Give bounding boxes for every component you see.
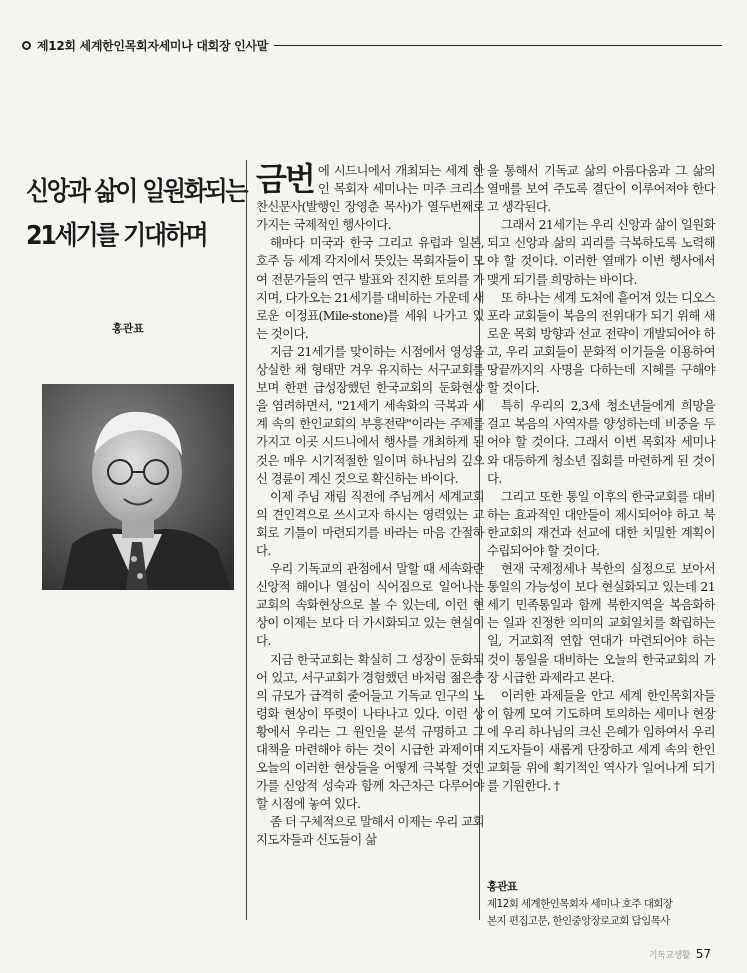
paragraph: 현재 국제정세나 북한의 실정으로 보아서 통일의 가능성이 보다 현실화되고 있는데 21세기 민족통일과 함께 북한지역을 복음화하는 일과 진정한 의미의 교회일치를 확립하는 일, 거교회적 연합 연대가 마련되어야 하는 것이 통일을 대비하는 오늘의 한국교회의 가장 시급한 과제라고 본다.	[487, 561, 715, 685]
signature-name: 홍관표	[487, 880, 518, 893]
section-header	[22, 36, 722, 54]
header-rule	[274, 45, 722, 46]
paragraph: 또 하나는 세계 도처에 흩어져 있는 디오스포라 교회들이 복음의 전위대가 되기 위해 새로운 목회 방향과 선교 전략이 개발되어야 하고, 우리 교회들이 문화적 이기들을 이용하여 땅끝까지의 사명을 다하는데 지혜를 구해야 할 것이다.	[487, 289, 715, 396]
paragraph: 우리 기독교의 관점에서 말할 때 세속화란 신앙적 해이나 열심이 식어짐으로 일어나는 교회의 속화현상으로 볼 수 있는데, 이런 현상이 이제는 보다 더 가시화되고 있는 현실이다.	[256, 561, 484, 649]
article-column-1	[256, 162, 484, 850]
paragraph: 지금 21세기를 맞이하는 시점에서 영성을 상실한 채 형태만 겨우 유지하는 서구교회를 보며 한편 급성장했던 한국교회의 둔화현상을 염려하면서, "21세기 세속화의 극복과 세계 속의 한인교회의 부흥전략"이라는 주제를 가지고 이곳 시드니에서 행사를 개최하게 된 것은 매우 시기적절한 일이며 하나님의 깊으신 경륜이 계신 것으로 확신하는 바이다.	[256, 343, 484, 486]
author-photo	[42, 384, 234, 590]
title-line-1: 신앙과 삶이 일원화되는	[26, 177, 247, 207]
article-title	[26, 170, 247, 258]
bullet-icon	[22, 41, 31, 50]
paragraph: 을 통해서 기독교 삶의 아름다움과 그 삶의 열매를 보여 주도록 결단이 이루어져야 한다고 생각된다.	[487, 163, 715, 215]
page-footer	[649, 947, 711, 961]
paragraph: 좀 더 구체적으로 말해서 이제는 우리 교회 지도자들과 신도들이 삶	[256, 814, 484, 848]
paragraph: 해마다 미국과 한국 그리고 유럽과 일본, 호주 등 세계 각지에서 뜻있는 목회자들이 모여 전문가들의 연구 발표와 진지한 토의를 가지며, 다가오는 21세기를 대비하는 가운데 새로운 이정표(Mile-stone)를 세워 나가고 있는 것이다.	[256, 235, 484, 341]
signature-title-1: 제12회 세계한인목회자 세미나 호주 대회장	[487, 898, 673, 910]
paragraph: 그리고 또한 통일 이후의 한국교회를 대비하는 효과적인 대안들이 제시되어야 하고 북한교회의 재건과 선교에 대한 치밀한 계획이 수립되어야 할 것이다.	[487, 488, 715, 558]
paragraph: 그래서 21세기는 우리 신앙과 삶이 일원화되고 신앙과 삶의 괴리를 극복하도록 노력해야 할 것이다. 이러한 열매가 이번 행사에서 맺게 되기를 희망하는 바이다.	[487, 217, 715, 287]
paragraph: 이제 주님 재림 직전에 주님께서 세계교회의 견인격으로 쓰시고자 하시는 영력있는 교회로 기틀이 마련되기를 바라는 마음 간절하다.	[256, 488, 484, 558]
paragraph: 특히 우리의 2,3세 청소년들에게 희망을 걸고 복음의 사역자를 양성하는데 비중을 두어야 할 것이다. 그래서 이번 목회자 세미나와 대등하게 청소년 집회를 마련하게 된 것이다.	[487, 398, 715, 486]
title-line-2: 21세기를 기대하며	[26, 221, 207, 251]
page-number: 57	[695, 947, 711, 961]
paragraph: 지금 한국교회는 확실히 그 성장이 둔화되어 있고, 서구교회가 경험했던 바처럼 젊은층의 규모가 급격히 줄어들고 기독교 인구의 노령화 현상이 뚜렷이 나타나고 있다. 이런 상황에서 우리는 그 원인을 분석 규명하고 그 대책을 마련해야 하는 것이 시급한 과제이며 오늘의 이러한 현상들을 어떻게 극복할 것인가를 신앙적 성숙과 함께 차근차근 다루어야 할 시점에 놓여 있다.	[256, 651, 484, 812]
paragraph: 이러한 과제들을 안고 세계 한인목회자들이 함께 모여 기도하며 토의하는 세미나 현장에 우리 하나님의 크신 은혜가 임하여서 우리 지도자들이 새롭게 단장하고 세계 속의 한인교회들 위에 획기적인 역사가 일어나게 되기를 기원한다. †	[487, 687, 715, 794]
author-name: 홍관표	[112, 322, 144, 335]
column-divider-left	[246, 160, 247, 920]
article-column-2	[487, 162, 715, 795]
magazine-name: 기독교생활	[648, 951, 690, 961]
portrait-illustration	[42, 384, 234, 590]
signature-title-2: 본지 편집고문, 한인중앙장로교회 담임목사	[487, 915, 670, 927]
paragraph: 금번 에 시드니에서 개최되는 세계 한인 목회자 세미나는 미주 크리스찬신문사(발행인 장영춘 목사)가 열두번째로 가지는 국제적인 행사이다.	[256, 160, 484, 233]
drop-cap: 금번	[256, 160, 314, 198]
header-text: 제12회 세계한인목회자세미나 대회장 인사말	[37, 38, 268, 53]
